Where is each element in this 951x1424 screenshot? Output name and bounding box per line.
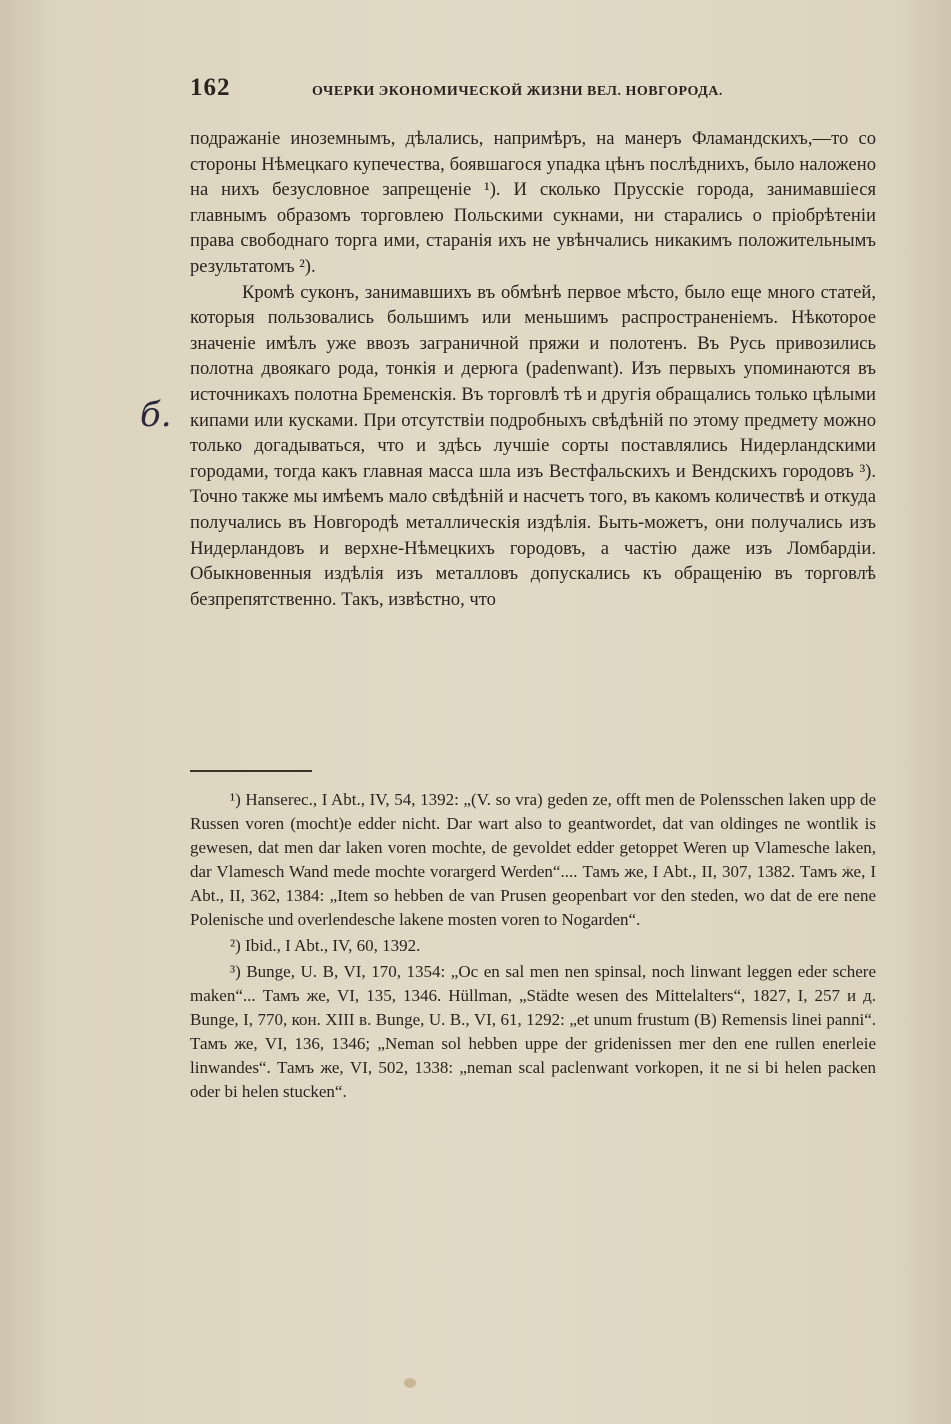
footnotes xyxy=(190,788,876,1104)
paper-stain xyxy=(846,866,850,870)
footnote-2: ²) Ibid., I Abt., IV, 60, 1392. xyxy=(230,936,421,955)
page-number: 162 xyxy=(190,74,231,101)
footnote-1: ¹) Hanserec., I Abt., IV, 54, 1392: „(V. so vra) geden ze, offt men de Polensschen laken upp de Russen voren (mocht)e edder nicht. Dar wart also to geantwordet, dat van oldinges ne wontlik is gewesen, dat men dar laken voren mochte, de gevoldet edder getoppet Weren up Vlamesche laken, dar Vlamesch Wand mede mochte vorargerd Werden“.... Тамъ же, I Abt., II, 307, 1382. Тамъ же, I Abt., II, 362, 1384: „Item so hebben de van Prusen geopenbart vor den steden, wo dat de ere nene Polenische und overlendesche lakene mosten voren to Nogarden“. xyxy=(190,790,876,929)
paragraph-main: Кромѣ суконъ, занимавшихъ въ обмѣнѣ первое мѣсто, было еще много статей, которыя пользовались большимъ или меньшимъ распространеніемъ. Нѣкоторое значеніе имѣлъ уже ввозъ заграничной пряжи и полотенъ. Въ Русь привозились полотна двоякаго рода, тонкія и дерюга (padenwant). Изъ первыхъ упоминаются въ источникахъ полотна Бременскія. Въ торговлѣ тѣ и другія обращались только цѣлыми кипами или кусками. При отсутствіи подробныхъ свѣдѣній по этому предмету можно только догадываться, что и здѣсь лучшіе сорты поставлялись Нидерландскими городами, тогда какъ главная масса шла изъ Вестфальскихъ и Вендскихъ городовъ ³). Точно также мы имѣемъ мало свѣдѣній и насчетъ того, въ какомъ количествѣ и откуда получались въ Новгородѣ металлическія издѣлія. Быть-можетъ, они получались изъ Нидерландовъ и верхне-Нѣмецкихъ городовъ, а частію даже изъ Ломбардіи. Обыкновенныя издѣлія изъ металловъ допускались къ обращенію въ торговлѣ безпрепятственно. Такъ, извѣстно, что xyxy=(190,281,876,610)
page-header xyxy=(190,70,880,110)
footnote-3: ³) Bunge, U. B, VI, 170, 1354: „Oc en sal men nen spinsal, noch linwant leggen eder schere maken“... Тамъ же, VI, 135, 1346. Hüllman, „Städte wesen des Mittelalters“, 1827, I, 257 и д. Bunge, I, 770, кон. XIII в. Bunge, U. B., VI, 61, 1292: „et unum frustum (B) Remensis linei panni“. Тамъ же, VI, 136, 1346; „Neman sol hebben uppe der gridenissen mer den ene rullen enerleie linwandes“. Тамъ же, VI, 502, 1338: „neman scal paclenwant vorkopen, it ne si bi helen packen oder bi helen stucken“. xyxy=(190,962,876,1101)
paragraph-continuation: подражаніе иноземнымъ, дѣлались, напримѣръ, на манеръ Фламандскихъ,—то со стороны Нѣмецкаго купечества, боявшагося упадка цѣнъ послѣднихъ, было наложено на нихъ безусловное запрещеніе ¹). И сколько Прусскіе города, занимавшіеся главнымъ образомъ торговлею Польскими сукнами, ни старались о пріобрѣтеніи права свободнаго торга ими, старанія ихъ не увѣнчались никакимъ положительнымъ результатомъ ²). xyxy=(190,128,876,277)
paper-stain xyxy=(404,1378,416,1388)
footnote-separator xyxy=(190,770,312,772)
running-title: ОЧЕРКИ ЭКОНОМИЧЕСКОЙ ЖИЗНИ ВЕЛ. НОВГОРОДА. xyxy=(312,84,723,99)
handwritten-margin-note: б. xyxy=(140,395,172,435)
body-text xyxy=(190,126,876,612)
